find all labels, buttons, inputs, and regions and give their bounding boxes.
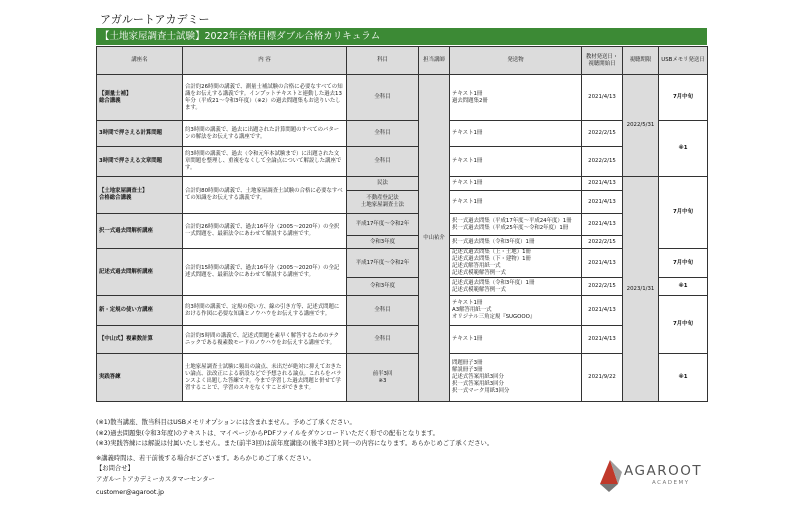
table-row [97,177,708,191]
curriculum-title: 【土地家屋調査士試験】2022年合格目標ダブル合格カリキュラム [96,28,707,45]
logo-word: AGAROOT [624,463,703,479]
course-subject: 令和3年度 [347,236,419,249]
course-shipments: テキスト1冊 [450,191,582,214]
usb-ship: 7月中旬 [659,75,708,121]
course-name: 3時間で押さえる文章問題 [97,147,183,177]
ship-date: 2021/9/22 [582,354,623,402]
table-row [97,214,708,236]
usb-ship: ※1 [659,354,708,402]
table-row [97,249,708,278]
usb-ship: ※1 [659,278,708,296]
header-content: 内 容 [183,47,347,75]
course-content: 土地家屋調査士試験に頻出の論点、未出だが絶対に抑えておきたい論点、法改正による新設などで予想される論点。これらをバランスよく出題した答練です。今まで学習した過去問題と併せて学習することで、学習のスキをなくすことができます。 [183,354,347,402]
course-subject: 全科目 [347,121,419,147]
header-instructor: 担当講師 [419,47,450,75]
course-shipments: テキスト1冊 A3解答用紙一式 オリジナル三角定規『SUGOOO』 [450,296,582,326]
course-name: 3時間で押さえる計算問題 [97,121,183,147]
table-row [97,296,708,326]
course-shipments: テキスト1冊 過去問題集2冊 [450,75,582,121]
course-content: 合計約15時間の講義で、過去16年分（2005～2020年）の全記述式問題を、最新法令にあわせて解説する講座です。 [183,249,347,296]
course-shipments: 問題冊子3冊 解説冊子3冊 記述式答案用紙3回分 択一式答案用紙3回分 択一式マーク用紙3回分 [450,354,582,402]
course-content: 約3時間の講義で、過去に出題された計算問題のすべてのパターンの解法をお伝えする講座です。 [183,121,347,147]
ship-date: 2021/4/13 [582,191,623,214]
footnotes [96,418,493,499]
table-row [97,354,708,402]
ship-date: 2022/2/15 [582,278,623,296]
course-shipments: 記述式過去問集（令和3年度）1冊 記述式模範解答例一式 [450,278,582,296]
course-name: 【中山式】複素数計算 [97,326,183,354]
usb-ship: 7月中旬 [659,177,708,249]
table-row [97,147,708,177]
course-shipments: テキスト1冊 [450,147,582,177]
course-shipments: テキスト1冊 [450,326,582,354]
course-content: 合計約26時間の講義で、過去16年分（2005～2020年）の全択一式問題を、最新法令にあわせて解説する講座です。 [183,214,347,249]
ship-date: 2021/4/13 [582,296,623,326]
header-deadline: 視聴期限 [623,47,659,75]
ship-date: 2022/2/15 [582,121,623,147]
usb-ship: 7月中旬 [659,296,708,354]
course-subject: 令和3年度 [347,278,419,296]
contact-heading: 【お問合せ】 [96,465,134,472]
ship-date: 2022/2/15 [582,147,623,177]
course-name: 択一式過去問解析講座 [97,214,183,249]
course-content: 合計約80時間の講義で、土地家屋調査士試験の合格に必要なすべての知識をお伝えする講義です。 [183,177,347,214]
instructor: 中山祐介 [419,75,450,402]
org-name: アガルートアカデミー [100,13,210,26]
course-subject: 全科目 [347,296,419,326]
course-shipments: テキスト1冊 [450,121,582,147]
curriculum-table [96,46,708,402]
usb-ship: ※1 [659,121,708,177]
header-shipments: 発送物 [450,47,582,75]
ship-date: 2021/4/13 [582,214,623,236]
course-subject: 全科目 [347,147,419,177]
logo-sub: ACADEMY [652,480,690,486]
course-name: 記述式過去問解析講座 [97,249,183,296]
course-subject: 前半3回 ※3 [347,354,419,402]
course-name: 【測量士補】 総合講義 [97,75,183,121]
header-course: 講座名 [97,47,183,75]
contact-center: アガルートアカデミーカスタマーセンター [96,475,215,483]
table-row [97,75,708,121]
course-shipments: 記述式過去問集（上・土地）1冊 記述式過去問集（下・建物）1冊 記述式解答用紙一式 記述式模範解答例一式 [450,249,582,278]
course-subject: 民法 [347,177,419,191]
course-subject: 平成17年度～令和2年 [347,249,419,278]
ship-date: 2021/4/13 [582,75,623,121]
header-subject: 科目 [347,47,419,75]
course-subject: 平成17年度～令和2年 [347,214,419,236]
course-shipments: テキスト1冊 [450,177,582,191]
course-content: 合計約26時間の講義で、測量士補試験の合格に必要なすべての知識をお伝えする講義です。インプットテキストと連動した過去13年分（平成21～令和3年度）（※2）の過去問題集もお送りいたします。 [183,75,347,121]
course-name: 新・定規の使い方講座 [97,296,183,326]
usb-ship: 7月中旬 [659,249,708,278]
footnote: (※1)散当講座、散当科目はUSBメモリオプションには含まれません。予めご了承ください。 [96,419,356,426]
ship-date: 2022/2/15 [582,236,623,249]
footnote: ※講義時間は、若干前後する場合がございます。あらかじめご了承ください。 [96,454,315,462]
course-subject: 全科目 [347,75,419,121]
footnote: (※2)過去問題集(令和3年度)のテキストは、マイページからPDFファイルをダウンロードいただく形での配布となります。 [96,429,439,437]
course-content: 約3時間の講義で、過去（令和元年本試験まで）に出題された文章問題を整理し、重複をなくして全論点について解説した講座です。 [183,147,347,177]
table-row [97,326,708,354]
table-header-row [97,47,708,75]
header-usb: USBメモリ発送日 [659,47,708,75]
ship-date: 2021/4/13 [582,177,623,191]
header-ship-date: 教材発送日・視聴開始日 [582,47,623,75]
ship-date: 2021/4/13 [582,326,623,354]
deadline: 2022/5/31 [623,75,659,177]
course-content: 合計約5時間の講義で、記述式問題を素早く解答するためのテクニックである複素数モードのノウハウをお伝えする講座です。 [183,326,347,354]
course-content: 約3時間の講義で、定規の使い方、線の引き方等、記述式問題における作図に必要な知識とノウハウをお伝えする講座です。 [183,296,347,326]
footnote: (※3)実践答練には解説は付属いたしません。また(前半3回)は前年度講座の(後半3回)と同一の内容になります。あらかじめご了承ください。 [96,440,494,447]
course-name: 実践答練 [97,354,183,402]
ship-date: 2021/4/13 [582,249,623,278]
contact-email[interactable]: customer@agaroot.jp [96,489,165,496]
course-shipments: 択一式過去問集（平成17年度～平成24年度）1冊 択一式過去問集（平成25年度～令和2年度）1冊 [450,214,582,236]
course-subject: 全科目 [347,326,419,354]
course-subject: 不動産登記法 土地家屋調査士法 [347,191,419,214]
course-name: 【土地家屋調査士】 合格総合講義 [97,177,183,214]
course-shipments: 択一式過去問集（令和3年度）1冊 [450,236,582,249]
table-row [97,121,708,147]
deadline: 2023/1/31 [623,177,659,402]
